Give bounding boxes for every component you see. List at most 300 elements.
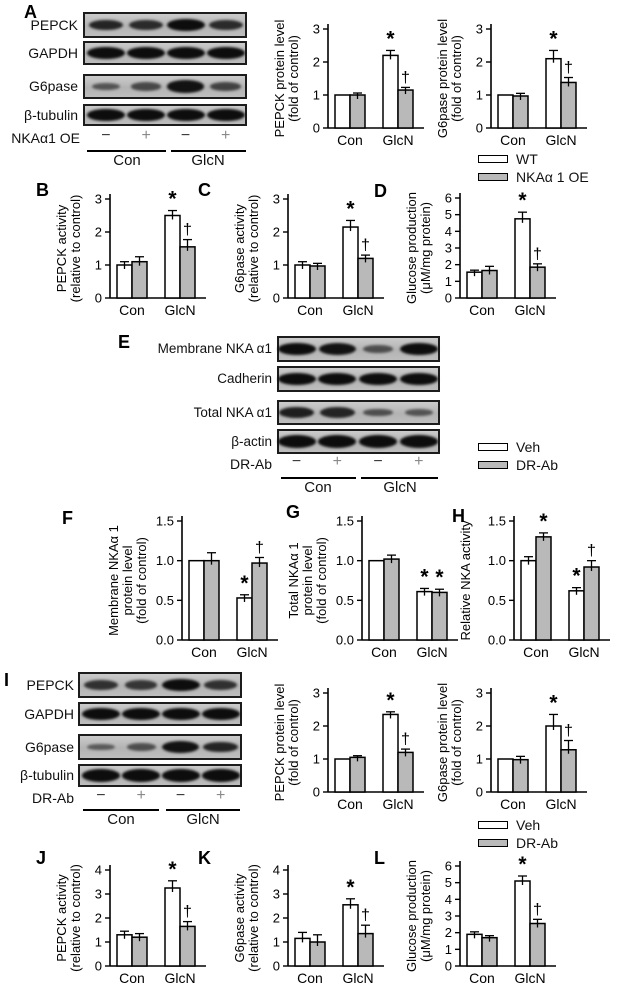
blot-band [167, 47, 205, 60]
blot-row-label: β-tubulin [20, 767, 74, 783]
treatment-sign: − [101, 127, 111, 144]
blot-band [400, 373, 438, 386]
significance-marker: † [183, 221, 192, 239]
y-axis-label: (fold of control) [134, 537, 149, 624]
y-tick-label: 0.0 [487, 632, 506, 648]
significance-marker: * [518, 853, 527, 876]
blot-lane-box [78, 764, 242, 787]
treatment-sign: + [141, 127, 151, 144]
blot-band [131, 82, 161, 90]
bar-NKAα 1 OE-Con [310, 266, 325, 298]
blot-band [82, 769, 120, 782]
bar-WT-GlcN [165, 216, 180, 299]
legend-treatment-upper [478, 438, 558, 474]
chart-g6pase-activity-k [232, 838, 402, 990]
treatment-sign: + [332, 453, 342, 470]
blot-lane-box [277, 336, 440, 362]
bar-NKAα 1 OE-Con [482, 271, 497, 299]
blot-row-label: G6pase [24, 739, 74, 755]
y-tick-label: 0 [272, 958, 280, 974]
bar-NKAα 1 OE-GlcN [561, 82, 576, 128]
x-category-label: GlcN [382, 132, 414, 148]
chart-glucose-production-l [404, 838, 574, 990]
legend-label-drab: DR-Ab [516, 457, 559, 473]
y-tick-label: 1.0 [155, 553, 174, 569]
panel-label-e: E [118, 332, 131, 352]
blot-band [318, 373, 356, 386]
bar-DR-Ab-GlcN [252, 563, 267, 640]
blot-lane-box [78, 672, 242, 698]
y-tick-label: 1 [94, 257, 102, 273]
y-tick-label: 2 [272, 224, 280, 240]
blot-group-label: GlcN [186, 811, 220, 828]
blot-band [204, 680, 237, 690]
legend-label-veh: Veh [516, 817, 541, 833]
significance-marker: † [183, 903, 192, 921]
y-tick-label: 2 [475, 54, 483, 70]
blot-row-label: GAPDH [24, 706, 74, 722]
chart-membrane-nka-f [106, 500, 301, 668]
bar-Veh-GlcN [237, 598, 252, 640]
bar-WT-GlcN [383, 55, 398, 128]
y-tick-label: 0 [475, 120, 483, 136]
y-axis-label: G6pase protein level [435, 682, 450, 803]
significance-marker: † [564, 59, 573, 77]
x-category-label: Con [119, 302, 145, 318]
y-axis-label: protein level [120, 545, 135, 616]
y-tick-label: 1.0 [487, 553, 506, 569]
y-axis-label: PEPCK activity [54, 874, 69, 962]
y-tick-label: 4 [444, 891, 452, 907]
blot-treatment-label: DR-Ab [31, 790, 74, 806]
y-axis-label: (fold of control) [286, 35, 301, 122]
legend-swatch-gray [478, 461, 508, 469]
bar-DR-Ab-Con [350, 757, 365, 792]
blot-band [207, 47, 245, 60]
bar-NKAα 1 OE-GlcN [398, 90, 413, 128]
significance-marker: * [549, 27, 558, 51]
blot-band [89, 20, 124, 31]
blot-group-label: GlcN [191, 152, 225, 169]
y-axis-label: Membrane NKAα 1 [106, 525, 121, 636]
bar-Veh-Con [498, 759, 513, 792]
y-tick-label: 0 [312, 120, 320, 136]
y-tick-label: 2 [312, 718, 320, 734]
bar-Veh-GlcN [546, 726, 561, 792]
blot-band [202, 708, 240, 721]
legend-swatch-white [478, 443, 508, 451]
panel-label-b: B [36, 180, 49, 200]
blot-band [82, 708, 120, 721]
bar-NKAα 1 OE-Con [132, 262, 147, 298]
blot-band [129, 20, 163, 30]
y-axis-label: Glucose production [404, 859, 419, 973]
y-tick-label: 1 [312, 87, 320, 103]
significance-marker: * [168, 187, 177, 211]
bar-Veh-GlcN [383, 714, 398, 792]
treatment-sign: + [221, 127, 231, 144]
blot-row-label: Total NKA α1 [193, 405, 272, 420]
significance-marker: * [572, 564, 581, 588]
bar-Veh-GlcN [165, 888, 180, 966]
y-tick-label: 5 [444, 207, 452, 223]
y-axis-label: (fold of control) [449, 699, 464, 786]
x-category-label: Con [337, 132, 363, 148]
blot-band [122, 769, 160, 782]
blot-band [278, 435, 316, 448]
x-category-label: Con [500, 132, 526, 148]
blot-band [207, 109, 245, 122]
significance-marker: * [240, 571, 249, 595]
legend-swatch-white [478, 821, 508, 829]
y-tick-label: 3 [312, 685, 320, 701]
x-category-label: GlcN [236, 644, 268, 660]
y-axis-label: PEPCK protein level [272, 683, 287, 802]
bar-Veh-Con [295, 938, 310, 966]
y-tick-label: 1.0 [335, 553, 354, 569]
blot-treatment-label: NKAα1 OE [11, 130, 80, 146]
blot-row-label: GAPDH [28, 45, 78, 61]
y-tick-label: 0 [272, 290, 280, 306]
y-tick-label: 3 [475, 685, 483, 701]
bar-DR-Ab-Con [132, 937, 147, 966]
blot-row-label: Cadherin [217, 371, 272, 386]
bar-Veh-GlcN [569, 591, 584, 640]
x-category-label: Con [523, 644, 549, 660]
y-tick-label: 1 [444, 273, 452, 289]
bar-DR-Ab-GlcN [584, 567, 599, 640]
bar-WT-Con [335, 95, 350, 128]
chart-pepck-activity-b [54, 170, 224, 322]
x-category-label: Con [371, 644, 397, 660]
x-category-label: Con [191, 644, 217, 660]
treatment-sign: − [180, 127, 191, 144]
y-axis-label: PEPCK activity [54, 204, 69, 293]
y-tick-label: 2 [94, 910, 102, 926]
blot-band [279, 407, 315, 418]
blot-lane-box [277, 400, 440, 425]
legend-entry-veh [478, 438, 558, 456]
panel-label-h: H [452, 506, 465, 526]
panel-label-c: C [198, 180, 211, 200]
chart-g6pase-protein-i [435, 664, 605, 816]
bar-WT-Con [295, 265, 310, 298]
significance-marker: † [361, 907, 370, 925]
x-category-label: Con [500, 796, 526, 812]
blot-row-label: PEPCK [26, 677, 74, 693]
blot-lane-box [83, 104, 247, 126]
treatment-sign: − [96, 787, 106, 804]
blot-group-label: Con [113, 152, 141, 169]
y-tick-label: 2 [94, 224, 102, 240]
x-category-label: GlcN [416, 644, 448, 660]
legend-entry-veh [478, 816, 558, 834]
y-axis-label: (fold of control) [286, 699, 301, 786]
x-category-label: Con [469, 302, 495, 318]
y-axis-label: (μM/mg protein) [418, 201, 433, 295]
treatment-sign: + [216, 787, 226, 804]
y-tick-label: 1 [94, 934, 102, 950]
significance-marker: † [533, 245, 542, 263]
y-tick-label: 2 [475, 718, 483, 734]
significance-marker: * [420, 565, 429, 589]
bar-DR-Ab-Con [482, 938, 497, 966]
treatment-sign: + [414, 453, 424, 470]
significance-marker: † [587, 542, 596, 560]
legend-entry-drab [478, 456, 558, 474]
y-tick-label: 3 [272, 886, 280, 902]
bar-DR-Ab-GlcN [530, 924, 545, 967]
blot-band [278, 343, 316, 356]
legend-label-wt: WT [516, 151, 538, 167]
bar-DR-Ab-GlcN [180, 926, 195, 966]
y-axis-label: PEPCK protein level [272, 19, 287, 138]
blot-band [359, 373, 397, 386]
panel-label-j: J [36, 848, 47, 868]
bar-DR-Ab-Con [384, 559, 399, 640]
y-tick-label: 1.5 [487, 513, 506, 529]
y-tick-label: 0.5 [155, 592, 174, 608]
y-tick-label: 1 [444, 941, 452, 957]
blot-row-label: G6pase [28, 78, 78, 94]
x-category-label: GlcN [568, 644, 600, 660]
y-tick-label: 0 [444, 290, 452, 306]
blot-row-label: Membrane NKA α1 [157, 341, 272, 356]
bar-Veh-Con [467, 934, 482, 966]
y-tick-label: 2 [444, 257, 452, 273]
y-axis-label: (μM/mg protein) [418, 869, 433, 963]
blot-group-label: GlcN [383, 479, 417, 496]
panel-label-a: A [24, 2, 37, 22]
blot-band [87, 47, 125, 60]
y-tick-label: 4 [272, 862, 280, 878]
significance-marker: * [386, 27, 395, 51]
blot-lane-box [277, 429, 440, 454]
blot-row-label: PEPCK [30, 17, 78, 33]
y-tick-label: 0.0 [155, 632, 174, 648]
y-axis-label: (fold of control) [314, 537, 329, 624]
x-category-label: GlcN [164, 302, 196, 318]
bar-Veh-Con [189, 561, 204, 640]
bar-NKAα 1 OE-GlcN [530, 267, 545, 298]
x-category-label: Con [297, 302, 323, 318]
blot-group-label: Con [107, 811, 135, 828]
y-tick-label: 5 [444, 875, 452, 891]
chart-g6pase-protein-a [435, 0, 605, 152]
bar-Veh-GlcN [417, 592, 432, 640]
y-tick-label: 0.5 [487, 592, 506, 608]
bar-Veh-Con [369, 561, 384, 640]
blot-band [400, 435, 438, 448]
treatment-sign: − [373, 453, 383, 470]
bar-WT-GlcN [343, 227, 358, 298]
y-axis-label: G6pase activity [232, 204, 247, 293]
y-tick-label: 3 [272, 191, 280, 207]
y-tick-label: 1 [475, 751, 483, 767]
significance-marker: * [168, 857, 177, 881]
y-tick-label: 1 [475, 87, 483, 103]
blot-lane-box [78, 734, 242, 760]
x-category-label: Con [337, 796, 363, 812]
y-axis-label: Glucose production [404, 191, 419, 305]
y-tick-label: 1 [272, 934, 280, 950]
significance-marker: * [346, 875, 355, 899]
blot-band [162, 741, 199, 753]
bar-DR-Ab-GlcN [358, 934, 373, 966]
y-axis-label: (fold of control) [449, 35, 464, 122]
blot-band [359, 435, 397, 448]
blot-band [400, 343, 438, 356]
x-category-label: GlcN [164, 970, 196, 986]
blot-treatment-label: DR-Ab [229, 456, 272, 472]
bar-DR-Ab-GlcN [398, 752, 413, 792]
blot-band [167, 109, 205, 122]
significance-marker: * [346, 197, 355, 221]
y-tick-label: 4 [94, 862, 102, 878]
y-axis-label: protein level [300, 545, 315, 616]
legend-label-veh: Veh [516, 439, 541, 455]
chart-glucose-production-d [404, 170, 574, 322]
blot-band [162, 708, 200, 721]
y-tick-label: 3 [444, 240, 452, 256]
y-axis-label: Relative NKA activity [458, 520, 473, 641]
blot-band [320, 407, 355, 418]
y-axis-label: G6pase protein level [435, 18, 450, 139]
significance-marker: † [401, 731, 410, 749]
y-tick-label: 3 [94, 886, 102, 902]
y-tick-label: 6 [444, 190, 452, 206]
chart-g6pase-activity-c [232, 170, 402, 322]
blot-row-label: β-tubulin [24, 107, 78, 123]
legend-swatch-white [478, 155, 508, 163]
y-tick-label: 3 [444, 908, 452, 924]
blot-band [210, 82, 241, 91]
significance-marker: † [401, 69, 410, 87]
x-category-label: GlcN [342, 302, 374, 318]
blot-lane-box [83, 41, 247, 65]
significance-marker: † [361, 237, 370, 255]
x-category-label: GlcN [545, 796, 577, 812]
y-tick-label: 1.5 [155, 513, 174, 529]
chart-pepck-activity-j [54, 838, 224, 990]
bar-NKAα 1 OE-Con [513, 96, 528, 128]
bar-Veh-GlcN [343, 905, 358, 966]
treatment-sign: + [136, 787, 146, 804]
bar-Veh-Con [117, 935, 132, 966]
y-tick-label: 2 [272, 910, 280, 926]
chart-nka-activity-h [440, 500, 628, 668]
y-tick-label: 2 [312, 54, 320, 70]
blot-band [278, 373, 316, 386]
blot-band [125, 680, 157, 690]
y-tick-label: 0.5 [335, 592, 354, 608]
bar-WT-Con [498, 95, 513, 128]
blot-band [405, 409, 433, 416]
y-tick-label: 4 [444, 223, 452, 239]
y-tick-label: 0 [312, 784, 320, 800]
legend-label-nka-oe: NKAα 1 OE [516, 169, 589, 185]
blot-band [318, 435, 356, 448]
blot-band [122, 708, 160, 721]
y-tick-label: 3 [94, 191, 102, 207]
significance-marker: * [386, 688, 395, 712]
bar-NKAα 1 OE-Con [350, 95, 365, 128]
panel-label-i: I [4, 670, 10, 690]
blot-band [87, 109, 125, 122]
chart-pepck-protein-a [272, 0, 442, 152]
blot-band [84, 680, 117, 690]
blot-band [127, 47, 165, 60]
significance-marker: * [518, 189, 527, 213]
bar-NKAα 1 OE-GlcN [358, 258, 373, 298]
blot-band [127, 743, 156, 751]
y-tick-label: 0 [94, 958, 102, 974]
blot-band [162, 679, 200, 692]
bar-WT-GlcN [546, 59, 561, 128]
blot-band [209, 20, 243, 30]
y-tick-label: 1 [272, 257, 280, 273]
blot-band [167, 80, 204, 92]
legend-label-drab: DR-Ab [516, 835, 559, 851]
x-category-label: GlcN [342, 970, 374, 986]
y-axis-label: G6pase activity [232, 873, 247, 963]
blot-group-label: Con [304, 479, 332, 496]
blot-lane-box [78, 702, 242, 726]
chart-pepck-protein-i [272, 664, 442, 816]
panel-label-g: G [286, 502, 301, 522]
blot-band [92, 83, 120, 90]
significance-marker: † [533, 901, 542, 919]
blot-band [87, 744, 115, 751]
panel-label-f: F [62, 508, 73, 528]
blot-row-label: β-actin [231, 434, 272, 449]
y-axis-label: (relative to control) [68, 864, 83, 972]
blot-lane-box [83, 12, 247, 38]
x-category-label: GlcN [514, 302, 546, 318]
y-tick-label: 2 [444, 925, 452, 941]
x-category-label: Con [119, 970, 145, 986]
x-category-label: GlcN [545, 132, 577, 148]
blot-band [162, 769, 200, 782]
significance-marker: * [549, 691, 558, 715]
blot-band [167, 19, 205, 32]
x-category-label: GlcN [514, 970, 546, 986]
significance-marker: † [255, 539, 264, 557]
y-tick-label: 3 [475, 21, 483, 37]
significance-marker: † [564, 722, 573, 740]
bar-Veh-GlcN [515, 881, 530, 966]
significance-marker: * [539, 509, 548, 533]
y-axis-label: Total NKAα 1 [286, 542, 301, 619]
panel-label-k: K [198, 848, 211, 868]
blot-band [202, 769, 240, 782]
x-category-label: Con [469, 970, 495, 986]
y-axis-label: (relative to control) [246, 864, 261, 972]
treatment-sign: − [291, 453, 302, 470]
panel-label-l: L [374, 848, 385, 868]
y-tick-label: 3 [312, 21, 320, 37]
x-category-label: Con [297, 970, 323, 986]
treatment-sign: − [175, 787, 186, 804]
y-tick-label: 0 [94, 290, 102, 306]
y-axis-label: (relative to control) [246, 194, 261, 303]
blot-band [203, 742, 238, 753]
bar-DR-Ab-Con [536, 537, 551, 640]
panel-label-d: D [374, 181, 387, 201]
bar-DR-Ab-Con [204, 561, 219, 640]
bar-DR-Ab-Con [513, 760, 528, 792]
y-tick-label: 6 [444, 858, 452, 874]
